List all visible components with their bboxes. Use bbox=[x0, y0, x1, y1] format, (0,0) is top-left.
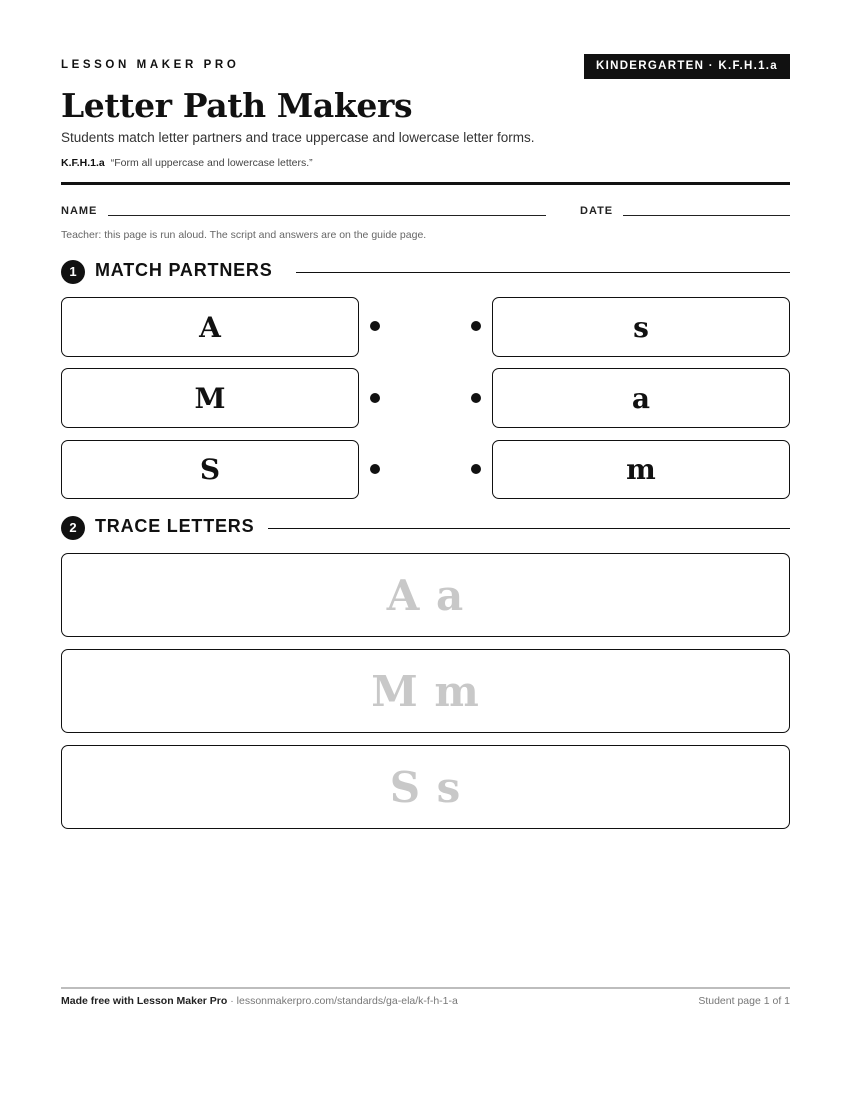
lowercase-card[interactable]: s bbox=[492, 297, 790, 357]
trace-letters: A a bbox=[386, 570, 465, 620]
footer-url[interactable]: lessonmakerpro.com/standards/ga-ela/k-f-h-1-a bbox=[236, 995, 458, 1007]
standard-line bbox=[61, 157, 313, 169]
standard-text: “Form all uppercase and lowercase letters.” bbox=[110, 157, 313, 169]
lowercase-card[interactable]: a bbox=[492, 368, 790, 428]
trace-row[interactable] bbox=[61, 553, 790, 637]
match-dot-right[interactable] bbox=[471, 464, 481, 474]
worksheet-subtitle: Students match letter partners and trace uppercase and lowercase letter forms. bbox=[61, 130, 535, 145]
trace-row[interactable] bbox=[61, 745, 790, 829]
trace-row[interactable] bbox=[61, 649, 790, 733]
worksheet-title: Letter Path Makers bbox=[61, 86, 413, 125]
match-dot-left[interactable] bbox=[370, 393, 380, 403]
uppercase-card[interactable]: M bbox=[61, 368, 359, 428]
uppercase-card[interactable]: S bbox=[61, 440, 359, 499]
date-field-line[interactable] bbox=[623, 215, 790, 216]
section-number-badge: 1 bbox=[61, 260, 85, 284]
footer-page-number: Student page 1 of 1 bbox=[698, 995, 790, 1007]
teacher-note: Teacher: this page is run aloud. The script and answers are on the guide page. bbox=[61, 229, 427, 241]
name-field-line[interactable] bbox=[108, 215, 546, 216]
lowercase-card[interactable]: m bbox=[492, 440, 790, 499]
section-number-badge: 2 bbox=[61, 516, 85, 540]
section-match-partners-header bbox=[61, 259, 790, 285]
header-divider bbox=[61, 182, 790, 185]
match-dot-right[interactable] bbox=[471, 321, 481, 331]
worksheet-page bbox=[61, 0, 790, 1100]
uppercase-card[interactable]: A bbox=[61, 297, 359, 357]
footer-made-with: Made free with Lesson Maker Pro bbox=[61, 995, 228, 1007]
match-dot-right[interactable] bbox=[471, 393, 481, 403]
section-title: TRACE LETTERS bbox=[95, 516, 255, 536]
section-trace-letters-header bbox=[61, 515, 790, 541]
grade-standard-badge: KINDERGARTEN · K.F.H.1.a bbox=[584, 54, 790, 79]
section-divider bbox=[268, 528, 790, 529]
name-label: NAME bbox=[61, 205, 98, 217]
section-divider bbox=[296, 272, 790, 273]
trace-letters: M m bbox=[371, 666, 480, 716]
brand-name: LESSON MAKER PRO bbox=[61, 59, 240, 71]
standard-code: K.F.H.1.a bbox=[61, 157, 105, 169]
date-label: DATE bbox=[580, 205, 614, 217]
trace-letters: S s bbox=[389, 762, 462, 812]
section-title: MATCH PARTNERS bbox=[95, 260, 273, 280]
footer-separator: · bbox=[227, 995, 237, 1007]
footer-credit bbox=[61, 995, 458, 1007]
match-dot-left[interactable] bbox=[370, 321, 380, 331]
match-dot-left[interactable] bbox=[370, 464, 380, 474]
footer-divider bbox=[61, 987, 790, 989]
